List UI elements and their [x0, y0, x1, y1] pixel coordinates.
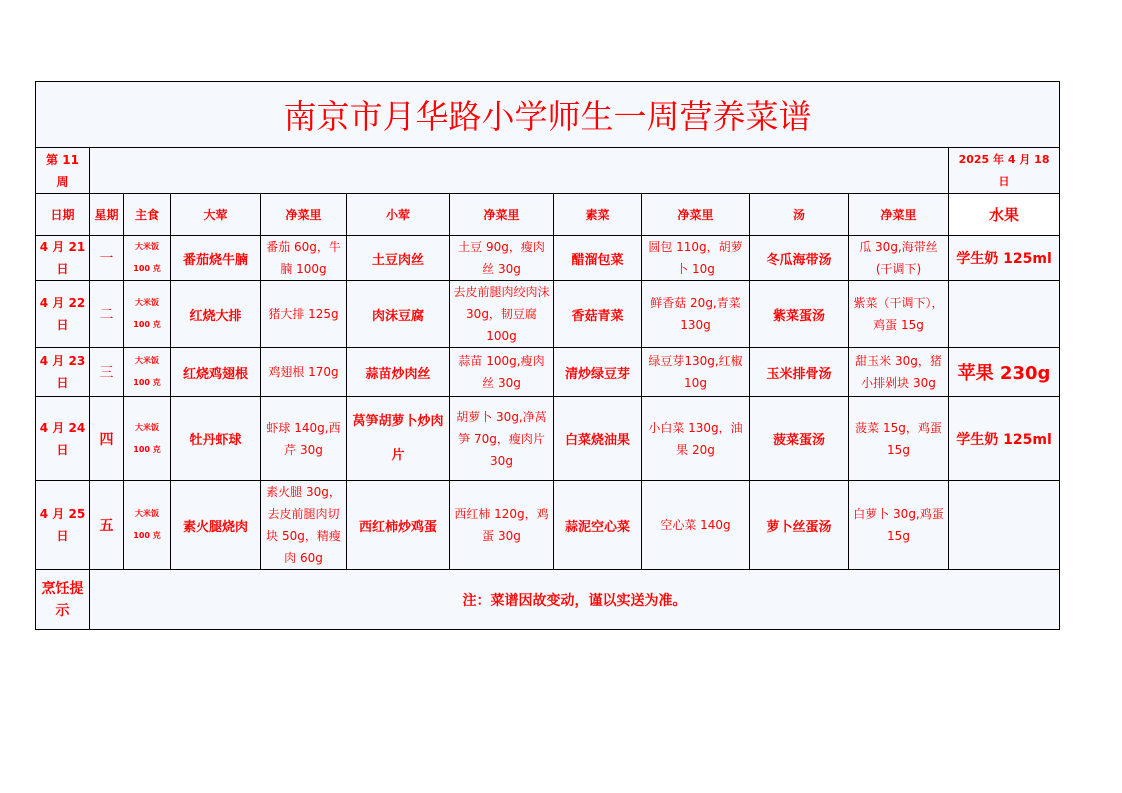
- header-weekday: 星期: [90, 194, 124, 236]
- row-side-dish: 西红柿炒鸡蛋: [347, 481, 450, 570]
- row-side-weight: 西红柿 120g，鸡蛋 30g: [450, 481, 554, 570]
- week-label: 第 11 周: [36, 148, 90, 194]
- row-veg-dish: 白菜烧油果: [554, 397, 642, 481]
- row-side-weight: 土豆 90g，瘦肉丝 30g: [450, 236, 554, 281]
- footer-row: [36, 570, 1060, 630]
- row-weekday: 四: [90, 397, 124, 481]
- page-title: 南京市月华路小学师生一周营养菜谱: [36, 82, 1060, 148]
- row-main-dish: 牡丹虾球: [171, 397, 261, 481]
- row-veg-dish: 香菇青菜: [554, 281, 642, 348]
- row-weekday: 一: [90, 236, 124, 281]
- row-veg-weight: 圆包 110g，胡萝卜 10g: [642, 236, 750, 281]
- row-veg-dish: 清炒绿豆芽: [554, 348, 642, 397]
- header-soup-weight: 净菜里: [849, 194, 949, 236]
- row-side-weight: 胡萝卜 30g,净莴笋 70g，瘦肉片 30g: [450, 397, 554, 481]
- row-soup: 萝卜丝蛋汤: [750, 481, 849, 570]
- row-staple: 大米饭 100 克: [124, 348, 171, 397]
- row-veg-weight: 绿豆芽130g,红椒 10g: [642, 348, 750, 397]
- row-main-weight: 鸡翅根 170g: [261, 348, 347, 397]
- row-main-dish: 红烧鸡翅根: [171, 348, 261, 397]
- cooking-tips-label: 烹饪提示: [36, 570, 90, 630]
- row-staple: 大米饭 100 克: [124, 236, 171, 281]
- header-staple: 主食: [124, 194, 171, 236]
- row-weekday: 五: [90, 481, 124, 570]
- row-fruit: 学生奶 125ml: [949, 397, 1060, 481]
- row-soup-weight: 瓜 30g,海带丝(干调下): [849, 236, 949, 281]
- row-main-dish: 番茄烧牛腩: [171, 236, 261, 281]
- row-soup: 菠菜蛋汤: [750, 397, 849, 481]
- row-soup-weight: 白萝卜 30g,鸡蛋 15g: [849, 481, 949, 570]
- table-row: [36, 281, 1060, 348]
- table-row: [36, 481, 1060, 570]
- row-side-weight: 蒜苗 100g,瘦肉丝 30g: [450, 348, 554, 397]
- row-date: 4 月 24 日: [36, 397, 90, 481]
- row-veg-weight: 鲜香菇 20g,青菜 130g: [642, 281, 750, 348]
- row-soup: 玉米排骨汤: [750, 348, 849, 397]
- row-date: 4 月 23 日: [36, 348, 90, 397]
- row-date: 4 月 25 日: [36, 481, 90, 570]
- blank-header-area: [90, 148, 949, 194]
- row-veg-weight: 小白菜 130g，油果 20g: [642, 397, 750, 481]
- header-veg-dish: 素菜: [554, 194, 642, 236]
- table-row: [36, 348, 1060, 397]
- row-fruit: [949, 481, 1060, 570]
- row-side-weight: 去皮前腿肉绞肉沫 30g，韧豆腐 100g: [450, 281, 554, 348]
- row-fruit: 学生奶 125ml: [949, 236, 1060, 281]
- row-weekday: 三: [90, 348, 124, 397]
- header-veg-weight: 净菜里: [642, 194, 750, 236]
- table-row: [36, 397, 1060, 481]
- header-side-weight: 净菜里: [450, 194, 554, 236]
- row-side-dish: 莴笋胡萝卜炒肉片: [347, 397, 450, 481]
- header-main-weight: 净菜里: [261, 194, 347, 236]
- row-side-dish: 蒜苗炒肉丝: [347, 348, 450, 397]
- row-side-dish: 土豆肉丝: [347, 236, 450, 281]
- row-veg-dish: 醋溜包菜: [554, 236, 642, 281]
- row-main-weight: 虾球 140g,西芹 30g: [261, 397, 347, 481]
- row-veg-dish: 蒜泥空心菜: [554, 481, 642, 570]
- row-date: 4 月 22 日: [36, 281, 90, 348]
- row-side-dish: 肉沫豆腐: [347, 281, 450, 348]
- header-soup: 汤: [750, 194, 849, 236]
- row-weekday: 二: [90, 281, 124, 348]
- issue-date: 2025 年 4 月 18 日: [949, 148, 1060, 194]
- row-staple: 大米饭 100 克: [124, 481, 171, 570]
- row-staple: 大米饭 100 克: [124, 397, 171, 481]
- header-side-dish: 小荤: [347, 194, 450, 236]
- weekly-menu-table: [35, 81, 1060, 630]
- row-veg-weight: 空心菜 140g: [642, 481, 750, 570]
- row-soup: 冬瓜海带汤: [750, 236, 849, 281]
- row-soup-weight: 紫菜（干调下），鸡蛋 15g: [849, 281, 949, 348]
- row-main-dish: 红烧大排: [171, 281, 261, 348]
- row-main-weight: 素火腿 30g，去皮前腿肉切块 50g，精瘦肉 60g: [261, 481, 347, 570]
- row-staple: 大米饭 100 克: [124, 281, 171, 348]
- row-main-weight: 猪大排 125g: [261, 281, 347, 348]
- cooking-tips-note: 注：菜谱因故变动，谨以实送为准。: [90, 570, 1060, 630]
- table-row: [36, 236, 1060, 281]
- header-date: 日期: [36, 194, 90, 236]
- row-fruit: 苹果 230g: [949, 348, 1060, 397]
- row-soup-weight: 菠菜 15g，鸡蛋 15g: [849, 397, 949, 481]
- column-header-row: [36, 194, 1060, 236]
- row-fruit: [949, 281, 1060, 348]
- header-fruit: 水果: [949, 194, 1060, 236]
- row-main-weight: 番茄 60g，牛腩 100g: [261, 236, 347, 281]
- row-main-dish: 素火腿烧肉: [171, 481, 261, 570]
- row-soup: 紫菜蛋汤: [750, 281, 849, 348]
- row-soup-weight: 甜玉米 30g，猪小排剁块 30g: [849, 348, 949, 397]
- row-date: 4 月 21 日: [36, 236, 90, 281]
- header-main-dish: 大荤: [171, 194, 261, 236]
